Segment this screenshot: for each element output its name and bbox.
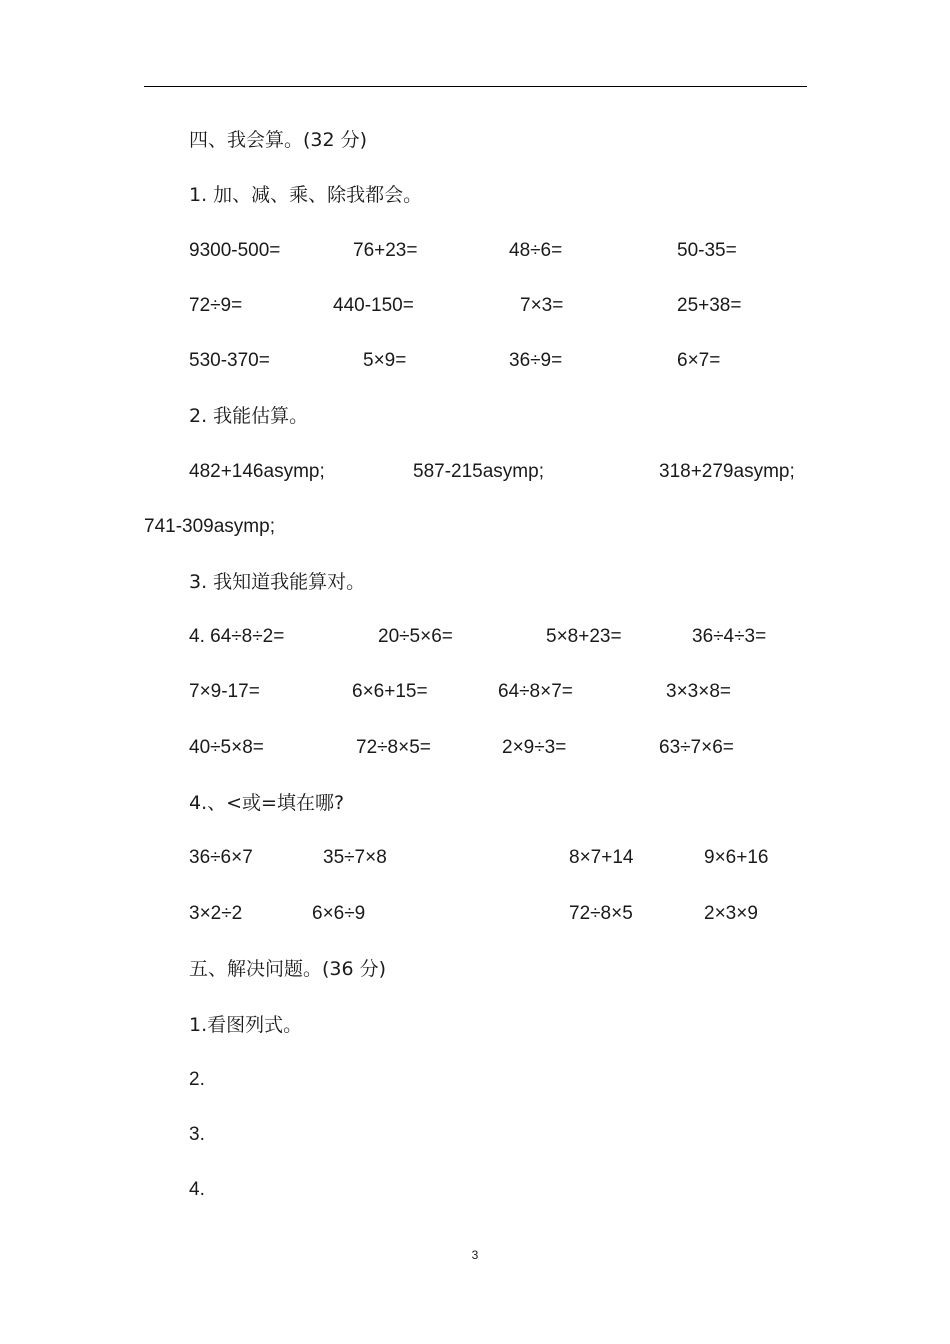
mixed-problem: 20÷5×6=	[378, 626, 453, 647]
compare-expression: 8×7+14	[569, 847, 634, 868]
arith-problem: 50-35=	[677, 240, 737, 261]
mixed-problem: 3×3×8=	[666, 681, 731, 702]
mixed-problem: 4. 64÷8÷2=	[189, 626, 285, 647]
question-3-label: 3. 我知道我能算对。	[189, 571, 366, 593]
mixed-problem: 64÷8×7=	[498, 681, 573, 702]
arith-problem: 530-370=	[189, 350, 270, 371]
arith-problem: 440-150=	[333, 295, 414, 316]
mixed-problem: 6×6+15=	[352, 681, 428, 702]
problem-item: 2.	[189, 1069, 205, 1090]
mixed-problem: 72÷8×5=	[356, 737, 431, 758]
compare-expression: 72÷8×5	[569, 903, 633, 924]
question-compare-label: 4.、<或=填在哪?	[189, 792, 345, 814]
header-rule	[144, 86, 807, 87]
mixed-problem: 7×9-17=	[189, 681, 260, 702]
compare-expression: 9×6+16	[704, 847, 769, 868]
compare-expression: 3×2÷2	[189, 903, 243, 924]
arith-problem: 5×9=	[363, 350, 407, 371]
mixed-problem: 63÷7×6=	[659, 737, 734, 758]
arith-problem: 7×3=	[520, 295, 564, 316]
arith-problem: 9300-500=	[189, 240, 281, 261]
compare-expression: 2×3×9	[704, 903, 758, 924]
question-1-label: 1. 加、减、乘、除我都会。	[189, 184, 423, 206]
compare-expression: 36÷6×7	[189, 847, 253, 868]
problem-item: 1.看图列式。	[189, 1014, 303, 1036]
estimate-problem: 482+146asymp;	[189, 461, 325, 482]
arith-problem: 25+38=	[677, 295, 742, 316]
problem-item: 4.	[189, 1179, 205, 1200]
mixed-problem: 5×8+23=	[546, 626, 622, 647]
mixed-problem: 36÷4÷3=	[692, 626, 767, 647]
arith-problem: 72÷9=	[189, 295, 243, 316]
arith-problem: 76+23=	[353, 240, 418, 261]
mixed-problem: 2×9÷3=	[502, 737, 567, 758]
compare-expression: 6×6÷9	[312, 903, 366, 924]
question-2-label: 2. 我能估算。	[189, 405, 309, 427]
compare-expression: 35÷7×8	[323, 847, 387, 868]
arith-problem: 6×7=	[677, 350, 721, 371]
estimate-problem: 741-309asymp;	[144, 516, 275, 537]
page-number: 3	[471, 1248, 479, 1262]
section-4-heading: 四、我会算。(32 分)	[189, 129, 368, 151]
estimate-problem: 318+279asymp;	[659, 461, 795, 482]
estimate-problem: 587-215asymp;	[413, 461, 544, 482]
arith-problem: 48÷6=	[509, 240, 563, 261]
section-5-heading: 五、解决问题。(36 分)	[189, 958, 387, 980]
mixed-problem: 40÷5×8=	[189, 737, 264, 758]
problem-item: 3.	[189, 1124, 205, 1145]
arith-problem: 36÷9=	[509, 350, 563, 371]
